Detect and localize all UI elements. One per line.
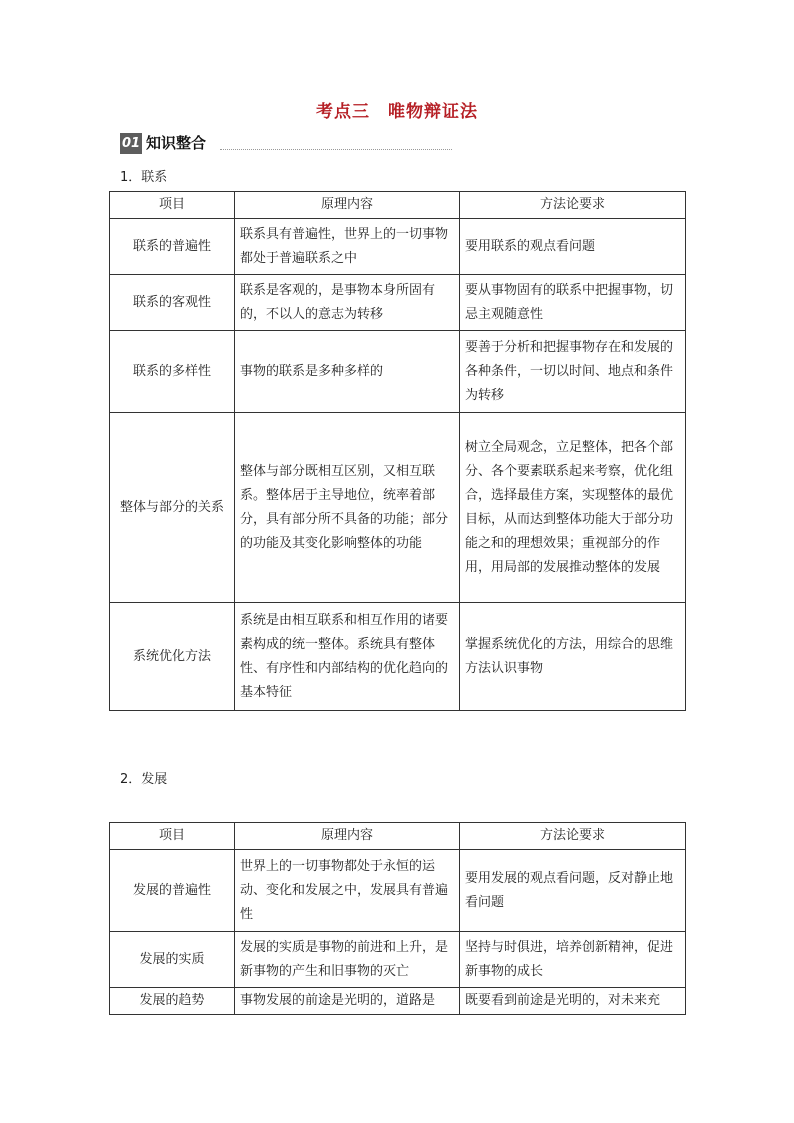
row-methodology: 要善于分析和把握事物存在和发展的各种条件，一切以时间、地点和条件为转移	[460, 331, 686, 413]
header-item: 项目	[110, 192, 235, 219]
row-item: 联系的多样性	[110, 331, 235, 413]
header-methodology: 方法论要求	[460, 192, 686, 219]
row-item: 整体与部分的关系	[110, 413, 235, 603]
row-principle: 系统是由相互联系和相互作用的诸要素构成的统一整体。系统具有整体性、有序性和内部结构的优化趋向的基本特征	[235, 603, 460, 711]
row-principle: 事物发展的前途是光明的，道路是	[235, 988, 460, 1015]
table-row	[110, 603, 686, 711]
row-principle: 联系具有普遍性，世界上的一切事物都处于普遍联系之中	[235, 219, 460, 275]
table-row	[110, 331, 686, 413]
header-principle: 原理内容	[235, 192, 460, 219]
table-row	[110, 413, 686, 603]
row-item: 发展的趋势	[110, 988, 235, 1015]
row-methodology: 既要看到前途是光明的，对未来充	[460, 988, 686, 1015]
table-row	[110, 275, 686, 331]
header-methodology: 方法论要求	[460, 823, 686, 850]
row-item: 发展的实质	[110, 932, 235, 988]
table-header-row	[110, 192, 686, 219]
row-methodology: 要用发展的观点看问题，反对静止地看问题	[460, 850, 686, 932]
row-principle: 事物的联系是多种多样的	[235, 331, 460, 413]
row-item: 联系的客观性	[110, 275, 235, 331]
table-row	[110, 932, 686, 988]
table-row	[110, 850, 686, 932]
section-heading-connection: 1．联系	[120, 170, 168, 185]
table-row	[110, 988, 686, 1015]
dotted-divider	[220, 149, 452, 150]
connection-table	[109, 191, 686, 711]
row-principle: 发展的实质是事物的前进和上升，是新事物的产生和旧事物的灭亡	[235, 932, 460, 988]
row-principle: 整体与部分既相互区别，又相互联系。整体居于主导地位，统率着部分，具有部分所不具备的功能；部分的功能及其变化影响整体的功能	[235, 413, 460, 603]
section-heading-development: 2．发展	[120, 772, 168, 787]
row-principle: 世界上的一切事物都处于永恒的运动、变化和发展之中，发展具有普遍性	[235, 850, 460, 932]
header-item: 项目	[110, 823, 235, 850]
row-principle: 联系是客观的，是事物本身所固有的，不以人的意志为转移	[235, 275, 460, 331]
row-item: 联系的普遍性	[110, 219, 235, 275]
row-methodology: 要用联系的观点看问题	[460, 219, 686, 275]
section-banner-label: 知识整合	[146, 134, 207, 152]
section-number-badge: 01	[120, 133, 142, 154]
table-row	[110, 219, 686, 275]
development-table	[109, 822, 686, 1015]
table-header-row	[110, 823, 686, 850]
section-banner	[120, 133, 452, 155]
row-methodology: 要从事物固有的联系中把握事物，切忌主观随意性	[460, 275, 686, 331]
page-title: 考点三 唯物辩证法	[316, 102, 478, 122]
row-methodology: 掌握系统优化的方法，用综合的思维方法认识事物	[460, 603, 686, 711]
row-item: 发展的普遍性	[110, 850, 235, 932]
row-methodology: 树立全局观念，立足整体，把各个部分、各个要素联系起来考察，优化组合，选择最佳方案，实现整体的最优目标，从而达到整体功能大于部分功能之和的理想效果；重视部分的作用，用局部的发展推动整体的发展	[460, 413, 686, 603]
row-item: 系统优化方法	[110, 603, 235, 711]
row-methodology: 坚持与时俱进，培养创新精神，促进新事物的成长	[460, 932, 686, 988]
header-principle: 原理内容	[235, 823, 460, 850]
